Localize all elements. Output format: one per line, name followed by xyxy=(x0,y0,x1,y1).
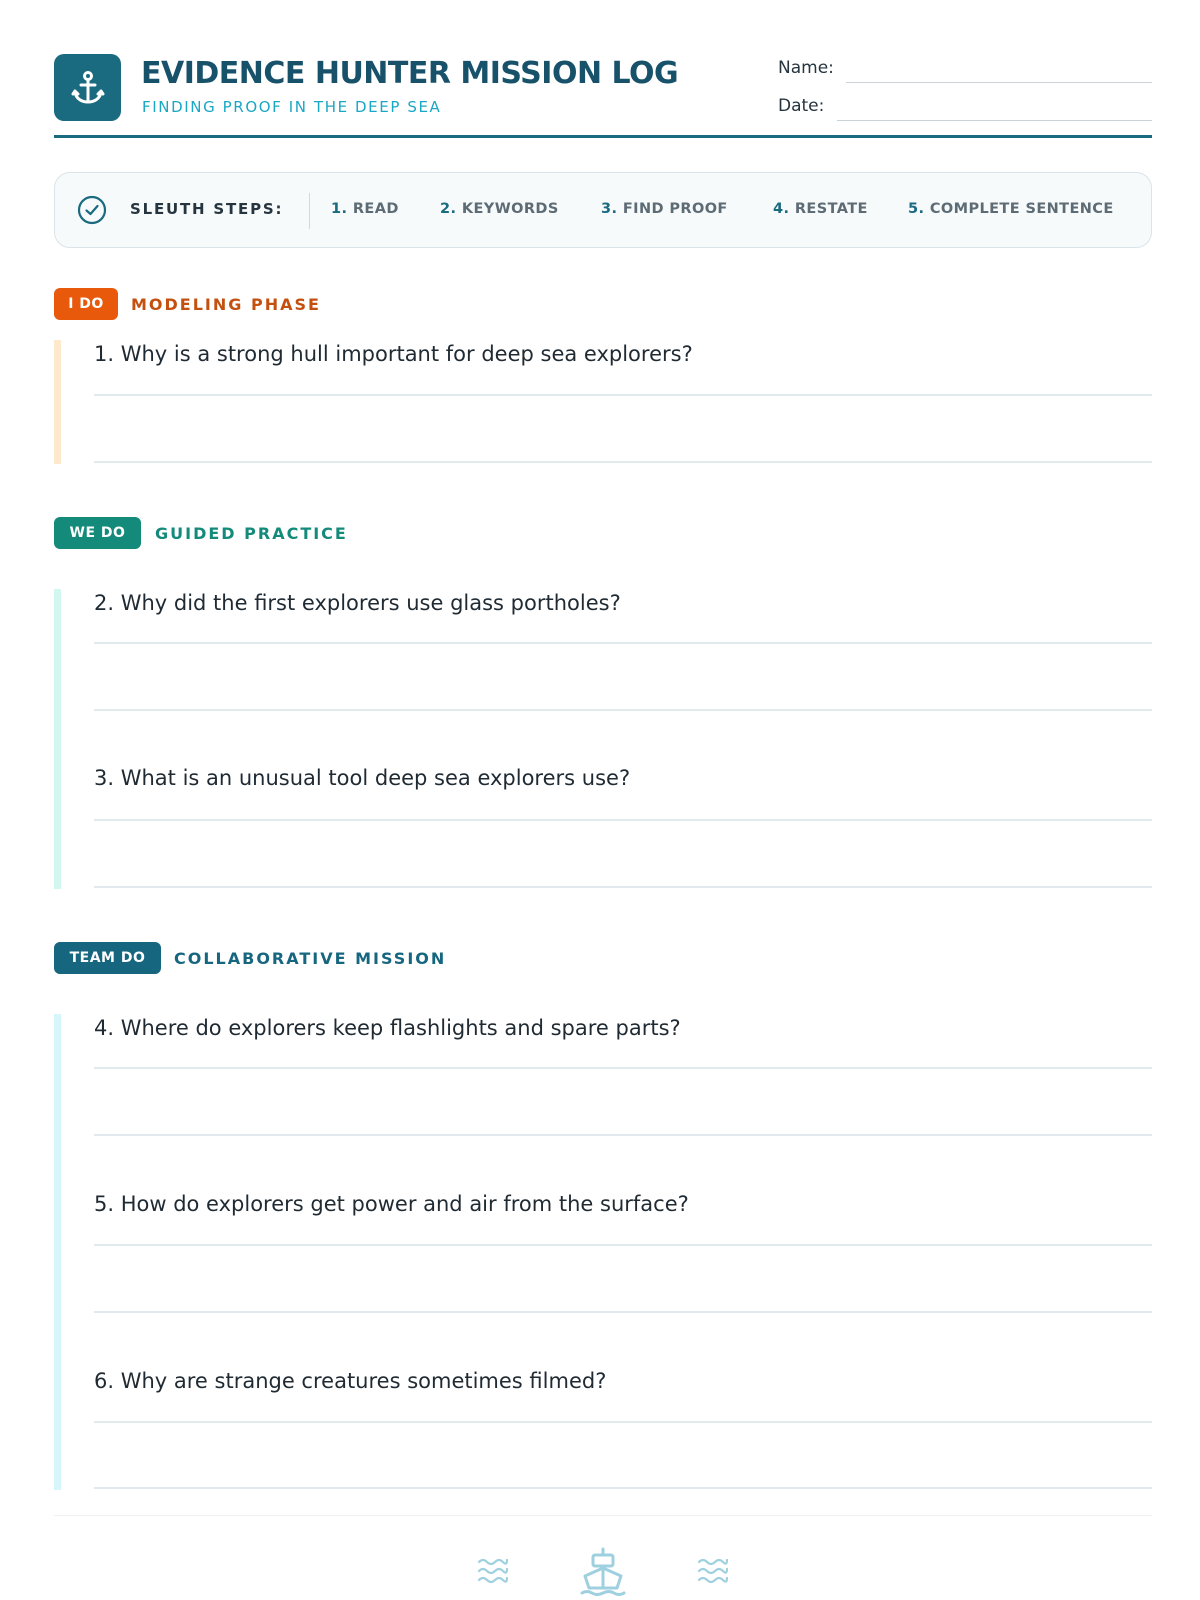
answer-line[interactable] xyxy=(94,709,1152,711)
waves-icon xyxy=(697,1556,729,1586)
step-label: FIND PROOF xyxy=(622,201,728,217)
answer-line[interactable] xyxy=(94,1487,1152,1489)
answer-line[interactable] xyxy=(94,1421,1152,1423)
step-label: COMPLETE SENTENCE xyxy=(929,201,1114,217)
question-2: 2. Why did the first explorers use glass portholes? xyxy=(94,591,621,615)
page-subtitle: FINDING PROOF IN THE DEEP SEA xyxy=(142,98,442,116)
name-label: Name: xyxy=(778,58,834,78)
step-number: 2. xyxy=(440,201,457,217)
section-accent-bar xyxy=(54,340,61,464)
page-title: EVIDENCE HUNTER MISSION LOG xyxy=(141,56,679,91)
sleuth-steps-label: SLEUTH STEPS: xyxy=(130,200,284,218)
answer-line[interactable] xyxy=(94,1067,1152,1069)
question-1: 1. Why is a strong hull important for deep sea explorers? xyxy=(94,342,693,366)
step-restate xyxy=(773,201,868,217)
question-6: 6. Why are strange creatures sometimes filmed? xyxy=(94,1369,607,1393)
answer-line[interactable] xyxy=(94,819,1152,821)
i-do-badge: I DO xyxy=(54,288,118,320)
ship-icon xyxy=(578,1546,628,1596)
logo xyxy=(54,54,121,121)
step-number: 1. xyxy=(331,201,348,217)
section-accent-bar xyxy=(54,1014,61,1490)
footer-divider xyxy=(54,1515,1152,1516)
step-number: 3. xyxy=(601,201,618,217)
step-label: RESTATE xyxy=(794,201,868,217)
answer-line[interactable] xyxy=(94,1134,1152,1136)
check-circle-icon xyxy=(77,195,107,225)
answer-line[interactable] xyxy=(94,1244,1152,1246)
step-complete-sentence xyxy=(908,201,1114,217)
answer-line[interactable] xyxy=(94,394,1152,396)
we-do-badge: WE DO xyxy=(54,517,141,549)
answer-line[interactable] xyxy=(94,642,1152,644)
date-field[interactable] xyxy=(837,120,1152,121)
name-field[interactable] xyxy=(846,82,1152,83)
date-label: Date: xyxy=(778,96,825,116)
waves-icon xyxy=(477,1556,509,1586)
section-title: COLLABORATIVE MISSION xyxy=(174,949,447,968)
question-3: 3. What is an unusual tool deep sea explorers use? xyxy=(94,766,631,790)
page-header xyxy=(54,54,1152,138)
step-number: 5. xyxy=(908,201,925,217)
section-title: MODELING PHASE xyxy=(131,295,321,314)
team-do-badge: TEAM DO xyxy=(54,942,161,974)
step-find-proof xyxy=(601,201,728,217)
step-read xyxy=(331,201,399,217)
question-4: 4. Where do explorers keep flashlights and spare parts? xyxy=(94,1016,681,1040)
answer-line[interactable] xyxy=(94,1311,1152,1313)
step-number: 4. xyxy=(773,201,790,217)
step-label: READ xyxy=(352,201,399,217)
answer-line[interactable] xyxy=(94,461,1152,463)
sleuth-steps-bar xyxy=(54,172,1152,248)
divider xyxy=(309,193,310,229)
section-accent-bar xyxy=(54,589,61,889)
question-5: 5. How do explorers get power and air from the surface? xyxy=(94,1192,689,1216)
answer-line[interactable] xyxy=(94,886,1152,888)
step-label: KEYWORDS xyxy=(461,201,559,217)
section-title: GUIDED PRACTICE xyxy=(155,524,348,543)
step-keywords xyxy=(440,201,559,217)
anchor-icon xyxy=(68,68,108,108)
